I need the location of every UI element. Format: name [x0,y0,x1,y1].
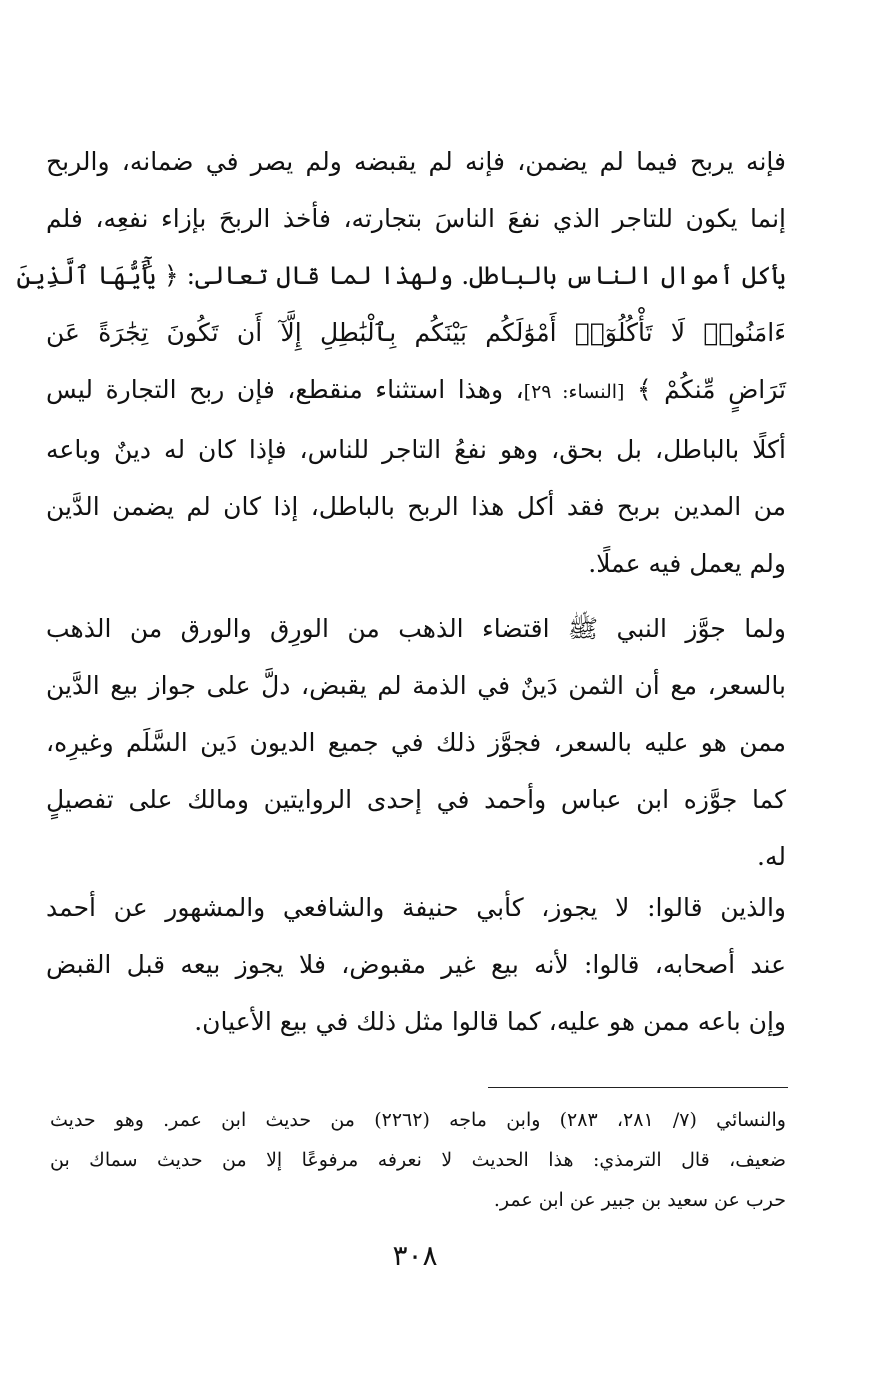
paragraph-line: عند أصحابه، قالوا: لأنه بيع غير مقبوض، فلا يجوز بيعه قبل القبض [46,950,786,979]
page-number: ٣٠٨ [392,1239,438,1272]
verse-citation: [النساء: ٢٩] [523,381,625,403]
quran-verse-line: ءَامَنُوا۟ لَا تَأْكُلُوٓا۟ أَمْوَٰلَكُم بَيْنَكُم بِٱلْبَٰطِلِ إِلَّآ أَن تَكُونَ تِجَٰرَةً عَن [46,318,786,347]
paragraph-line: كما جوَّزه ابن عباس وأحمد في إحدى الروايتين ومالك على تفصيلٍ [46,785,786,814]
paragraph-line: إنما يكون للتاجر الذي نفعَ الناسَ بتجارته، فأخذ الربحَ بإزاء نفعِه، فلم [46,204,786,233]
footnote-line: والنسائي (٧/ ٢٨١، ٢٨٣) وابن ماجه (٢٢٦٢) من حديث ابن عمر. وهو حديث [50,1109,786,1131]
paragraph-3 [46,879,786,1050]
footnote-line: حرب عن سعيد بن جبير عن ابن عمر. [493,1189,786,1211]
paragraph-line: بالسعر، مع أن الثمن دَينٌ في الذمة لم يقبض، دلَّ على جواز بيع الدَّين [46,671,786,700]
paragraph-text: ، وهذا استثناء منقطع، فإن ربح التجارة ليس [46,375,524,404]
paragraph-line: يأكل أموال الناس بالباطل. ولهذا لما قال تعالى: ﴿ يَٰٓأَيُّهَا ٱلَّذِينَ [16,261,786,290]
paragraph-line: من المدين بربح فقد أكل هذا الربح بالباطل، إذا كان لم يضمن الدَّين [46,492,786,521]
footnote-line: ضعيف، قال الترمذي: هذا الحديث لا نعرفه مرفوعًا إلا من حديث سماك بن [50,1149,786,1171]
paragraph-line: ولما جوَّز النبي ﷺ اقتضاء الذهب من الورِق والورق من الذهب [46,614,786,643]
paragraph-2 [46,600,786,885]
paragraph-line: ولم يعمل فيه عملًا. [588,549,786,578]
paragraph-line [46,361,786,421]
paragraph-line: له. [757,842,786,871]
paragraph-1 [16,133,787,592]
paragraph-line: والذين قالوا: لا يجوز، كأبي حنيفة والشافعي والمشهور عن أحمد [46,893,786,922]
footnote [50,1100,786,1220]
paragraph-line: وإن باعه ممن هو عليه، كما قالوا مثل ذلك في بيع الأعيان. [194,1007,786,1036]
paragraph-line: أكلًا بالباطل، بل بحق، وهو نفعُ التاجر للناس، فإذا كان له دينٌ وباعه [46,435,786,464]
footnote-separator [488,1087,788,1088]
paragraph-line: ممن هو عليه بالسعر، فجوَّز ذلك في جميع الديون دَين السَّلَم وغيرِه، [46,728,786,757]
quran-verse-end: تَرَاضٍ مِّنكُمْ ﴾ [636,375,787,404]
paragraph-line: فإنه يربح فيما لم يضمن، فإنه لم يقبضه ولم يصر في ضمانه، والربح [46,147,786,176]
